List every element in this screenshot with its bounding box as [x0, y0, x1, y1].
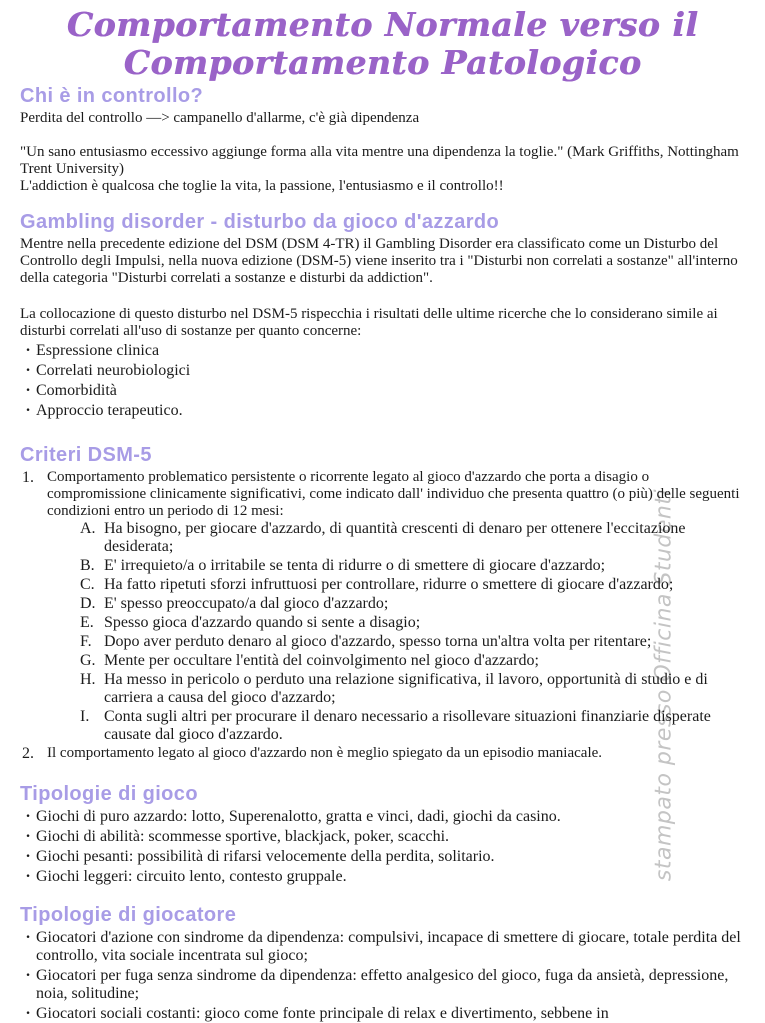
criteria-sub-text: E' irrequieto/a o irritabile se tenta di ridurre o di smettere di giocare d'azzardo;: [104, 557, 606, 575]
criteria-sub-label: A.: [80, 520, 96, 538]
paragraph-perdita-controllo: Perdita del controllo —> campanello d'allarme, c'è già dipendenza: [20, 110, 420, 127]
bullet-icon: ·: [25, 402, 31, 420]
criteria-item-2: [20, 745, 745, 763]
list-item: [20, 828, 745, 846]
criteria-sub-label: G.: [80, 652, 96, 670]
list-item-text: Correlati neurobiologici: [36, 362, 191, 380]
list-item: [20, 929, 745, 965]
criteria-sub-label: I.: [80, 708, 90, 726]
paragraph-dsm-classification: Mentre nella precedente edizione del DSM (DSM 4-TR) il Gambling Disorder era classificato come un Disturbo del Controllo degli Impulsi, nella nuova edizione (DSM-5) viene inserito tra i "Disturbi non correlati a sostanze" all'interno della categoria "Disturbi correlati a sostanze e disturbi da addiction".: [20, 236, 738, 287]
list-item-text: Giochi pesanti: possibilità di rifarsi velocemente della perdita, solitario.: [36, 848, 495, 866]
gambling-similarity-list: [20, 342, 745, 420]
tipologie-giocatore-list: [20, 929, 745, 1023]
bullet-icon: ·: [25, 868, 31, 886]
bullet-icon: ·: [25, 1005, 31, 1023]
list-item: [20, 382, 745, 400]
list-item-text: Giocatori d'azione con sindrome da dipendenza: compulsivi, incapace di smettere di giocare, totale perdita del controllo, vita sociale incentrata sul gioco;: [36, 929, 741, 965]
list-item: [20, 808, 745, 826]
list-item-text: Comorbidità: [36, 382, 117, 400]
section-heading-chi-in-controllo: Chi è in controllo?: [20, 85, 204, 108]
criteria-sub-text: Spesso gioca d'azzardo quando si sente a disagio;: [104, 614, 421, 632]
criteria-numbered-list: [20, 469, 745, 763]
criteria-sub-item: [80, 652, 745, 670]
paragraph-addiction: L'addiction è qualcosa che toglie la vita, la passione, l'entusiasmo e il controllo!!: [20, 178, 504, 195]
criteria-item-text: Il comportamento legato al gioco d'azzardo non è meglio spiegato da un episodio maniacale.: [47, 745, 603, 762]
criteria-item-body: [47, 745, 745, 762]
section-heading-gambling-disorder: Gambling disorder - disturbo da gioco d'azzardo: [20, 211, 500, 234]
list-item: [20, 342, 745, 360]
list-item-text: Approccio terapeutico.: [36, 402, 183, 420]
section-heading-tipologie-giocatore: Tipologie di giocatore: [20, 904, 237, 927]
section-heading-tipologie-gioco: Tipologie di gioco: [20, 783, 198, 806]
criteria-sub-item: [80, 671, 745, 707]
list-item: [20, 868, 745, 886]
bullet-icon: ·: [25, 382, 31, 400]
criteria-sub-label: E.: [80, 614, 94, 632]
list-item-text: Giocatori per fuga senza sindrome da dipendenza: effetto analgesico del gioco, fuga da ansietà, depressione, noia, solitudine;: [36, 967, 729, 1003]
criteria-sub-label: F.: [80, 633, 92, 651]
criteria-sub-text: E' spesso preoccupato/a dal gioco d'azzardo;: [104, 595, 389, 613]
bullet-icon: ·: [25, 929, 31, 947]
criteria-number: 2.: [22, 745, 34, 763]
criteria-item-body: [47, 469, 745, 745]
list-item: [20, 1005, 745, 1023]
criteria-sub-text: Dopo aver perduto denaro al gioco d'azzardo, spesso torna un'altra volta per ritentare;: [104, 633, 652, 651]
bullet-icon: ·: [25, 848, 31, 866]
list-item-text: Giochi leggeri: circuito lento, contesto gruppale.: [36, 868, 347, 886]
criteria-sub-text: Ha messo in pericolo o perduto una relazione significativa, il lavoro, opportunità di studio e di carriera a causa del gioco d'azzardo;: [104, 671, 708, 707]
list-item-text: Giocatori sociali costanti: gioco come fonte principale di relax e divertimento, sebbene in: [36, 1005, 609, 1023]
criteria-item-text: Comportamento problematico persistente o ricorrente legato al gioco d'azzardo che porta a disagio o compromissione clinicamente significativi, come indicato dall' individuo che presenta quattro (o più) delle seguenti condizioni entro un periodo di 12 mesi:: [47, 469, 740, 520]
criteria-sub-item: [80, 557, 745, 575]
criteria-sub-text: Conta sugli altri per procurare il denaro necessario a risollevare situazioni finanziarie disperate causate dal gioco d'azzardo.: [104, 708, 711, 744]
list-item-text: Espressione clinica: [36, 342, 160, 360]
list-item-text: Giochi di abilità: scommesse sportive, blackjack, poker, scacchi.: [36, 828, 450, 846]
criteria-sub-text: Ha bisogno, per giocare d'azzardo, di quantità crescenti di denaro per ottenere l'eccitazione desiderata;: [104, 520, 686, 556]
criteria-sub-label: D.: [80, 595, 96, 613]
paragraph-quote-griffiths: "Un sano entusiasmo eccessivo aggiunge forma alla vita mentre una dipendenza la toglie." (Mark Griffiths, Nottingham Trent University): [20, 144, 739, 178]
criteria-sub-label: B.: [80, 557, 95, 575]
list-item: [20, 848, 745, 866]
section-heading-criteri-dsm5: Criteri DSM-5: [20, 444, 152, 467]
criteria-sub-label: C.: [80, 576, 95, 594]
list-item: [20, 362, 745, 380]
bullet-icon: ·: [25, 342, 31, 360]
page-title: Comportamento Normale verso il Comportamento Patologico: [66, 5, 699, 82]
list-item: [20, 402, 745, 420]
criteria-sub-item: [80, 614, 745, 632]
bullet-icon: ·: [25, 967, 31, 985]
criteria-sub-text: Ha fatto ripetuti sforzi infruttuosi per controllare, ridurre o smettere di giocare d'azzardo;: [104, 576, 674, 594]
bullet-icon: ·: [25, 808, 31, 826]
tipologie-gioco-list: [20, 808, 745, 886]
bullet-icon: ·: [25, 828, 31, 846]
criteria-sub-list: [80, 520, 745, 744]
paragraph-collocazione-dsm5: La collocazione di questo disturbo nel DSM-5 rispecchia i risultati delle ultime ricerche che lo considerano simile ai disturbi correlati all'uso di sostanze per quanto concerne:: [20, 306, 718, 340]
list-item-text: Giochi di puro azzardo: lotto, Superenalotto, gratta e vinci, dadi, giochi da casino.: [36, 808, 561, 826]
criteria-sub-item: [80, 633, 745, 651]
criteria-sub-text: Mente per occultare l'entità del coinvolgimento nel gioco d'azzardo;: [104, 652, 539, 670]
list-item: [20, 967, 745, 1003]
criteria-sub-item: [80, 708, 745, 744]
criteria-sub-label: H.: [80, 671, 96, 689]
criteria-number: 1.: [22, 469, 34, 487]
criteria-item-1: [20, 469, 745, 745]
bullet-icon: ·: [25, 362, 31, 380]
criteria-sub-item: [80, 595, 745, 613]
criteria-sub-item: [80, 576, 745, 594]
watermark-text: stampato presso Officina Studenti: [651, 488, 677, 882]
criteria-sub-item: [80, 520, 745, 556]
